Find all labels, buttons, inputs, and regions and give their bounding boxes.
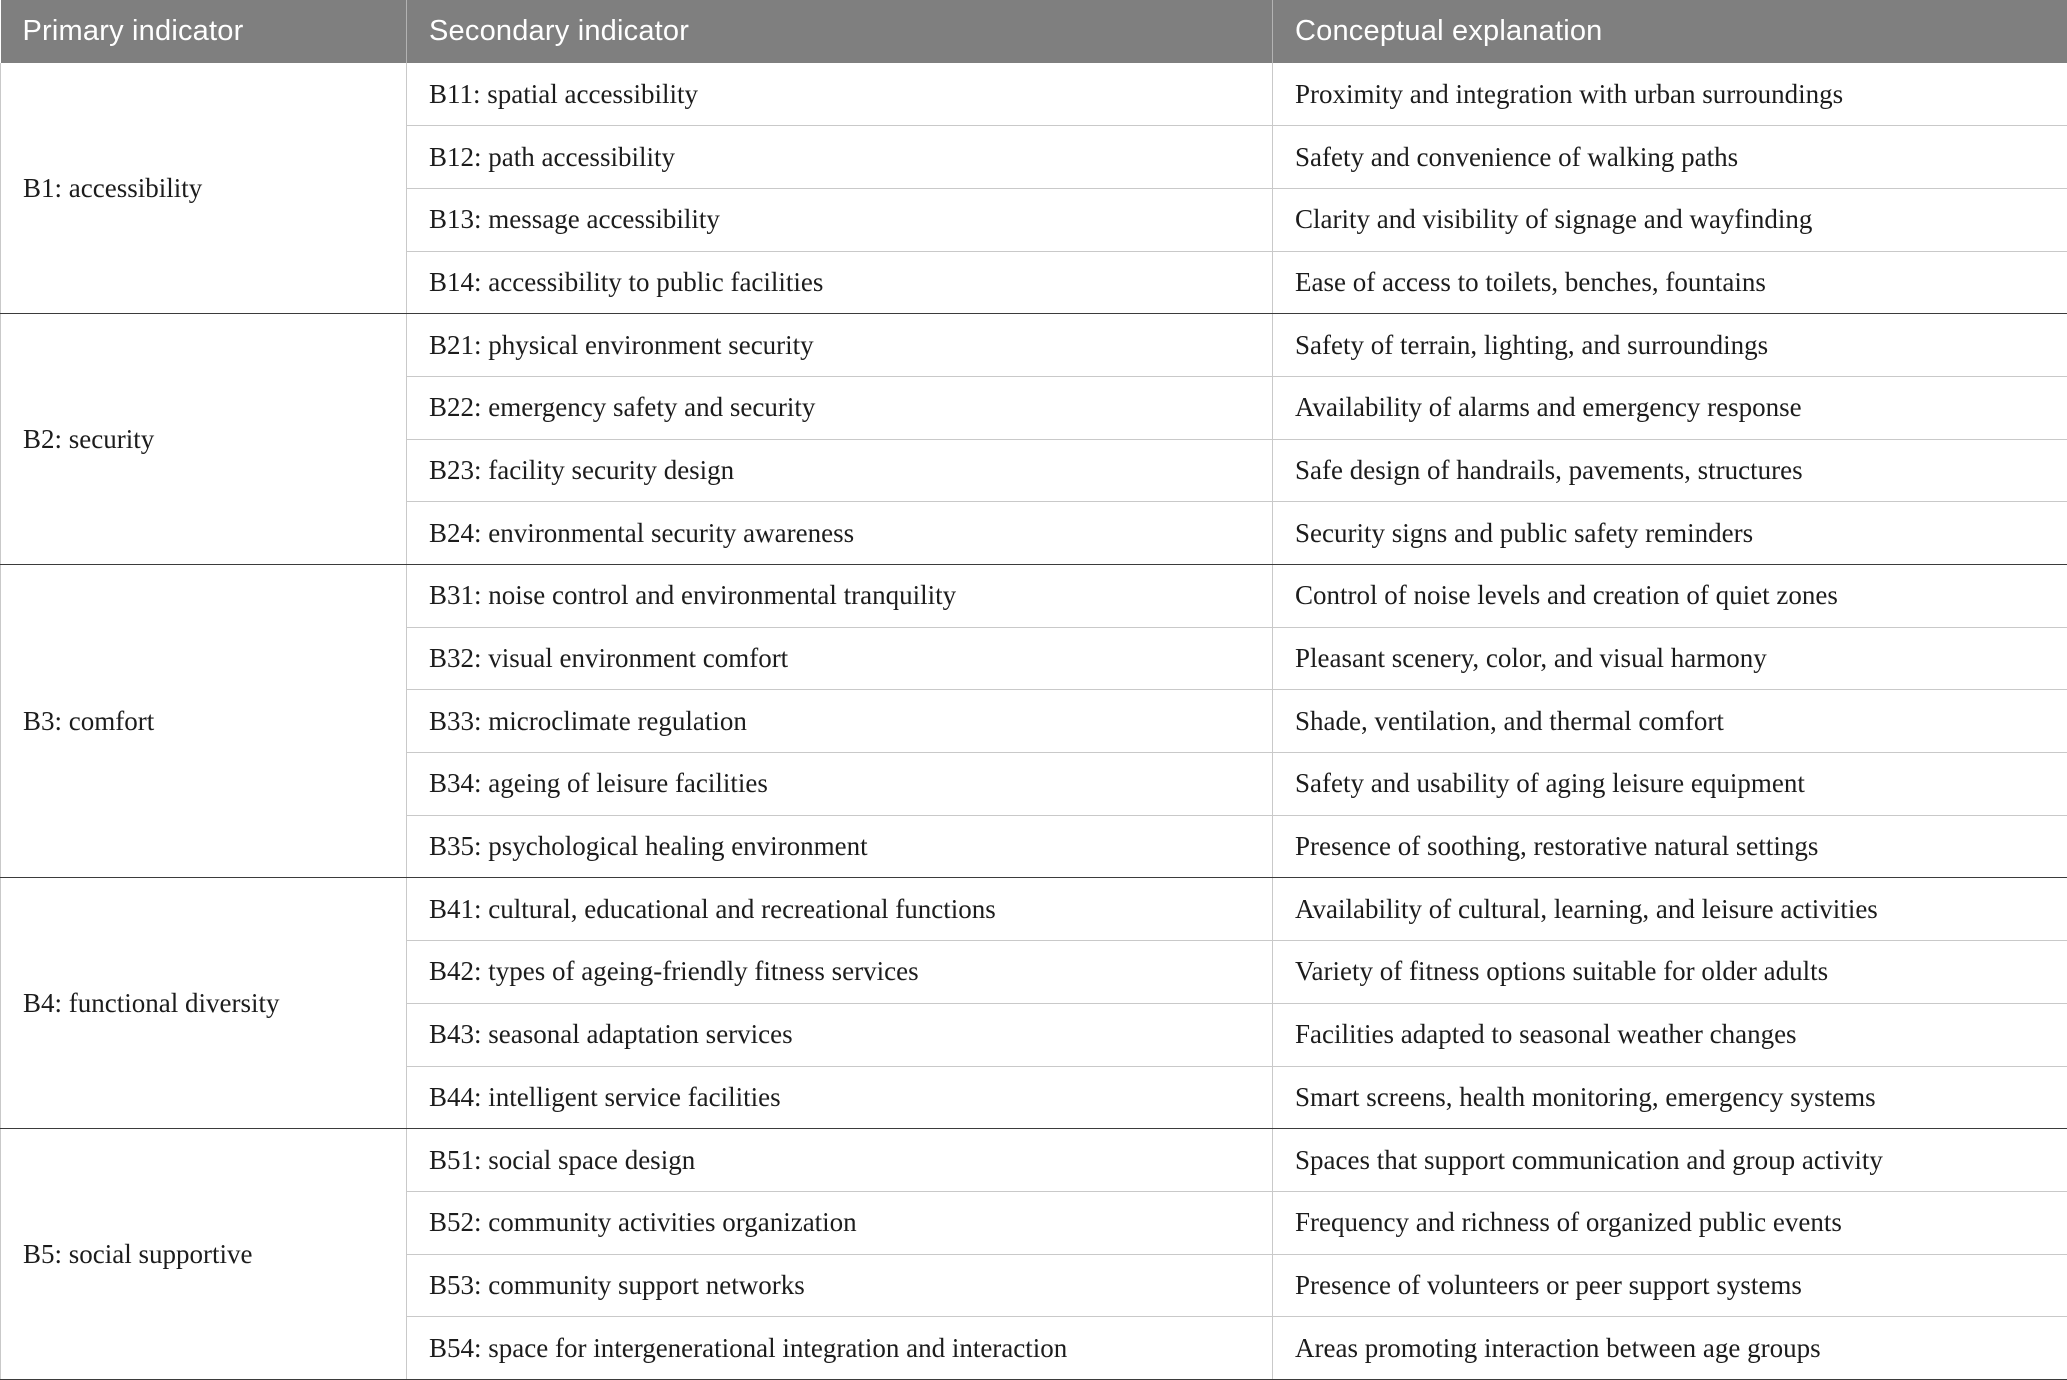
explanation-cell: Availability of cultural, learning, and leisure activities	[1273, 878, 2067, 941]
column-header-conceptual-explanation: Conceptual explanation	[1273, 0, 2067, 63]
explanation-cell: Control of noise levels and creation of quiet zones	[1273, 565, 2067, 628]
table-row	[1, 1129, 2067, 1192]
primary-indicator-cell: B3: comfort	[1, 565, 407, 878]
secondary-indicator-cell: B11: spatial accessibility	[407, 63, 1273, 126]
secondary-indicator-cell: B13: message accessibility	[407, 188, 1273, 251]
secondary-indicator-cell: B31: noise control and environmental tranquility	[407, 565, 1273, 628]
explanation-cell: Safe design of handrails, pavements, structures	[1273, 439, 2067, 502]
explanation-cell: Areas promoting interaction between age groups	[1273, 1317, 2067, 1380]
header-row	[1, 0, 2067, 63]
secondary-indicator-cell: B23: facility security design	[407, 439, 1273, 502]
secondary-indicator-cell: B33: microclimate regulation	[407, 690, 1273, 753]
secondary-indicator-cell: B42: types of ageing-friendly fitness services	[407, 941, 1273, 1004]
explanation-cell: Safety and convenience of walking paths	[1273, 126, 2067, 189]
secondary-indicator-cell: B14: accessibility to public facilities	[407, 251, 1273, 314]
primary-indicator-cell: B1: accessibility	[1, 63, 407, 314]
secondary-indicator-cell: B12: path accessibility	[407, 126, 1273, 189]
secondary-indicator-cell: B24: environmental security awareness	[407, 502, 1273, 565]
secondary-indicator-cell: B51: social space design	[407, 1129, 1273, 1192]
explanation-cell: Proximity and integration with urban surroundings	[1273, 63, 2067, 126]
explanation-cell: Variety of fitness options suitable for older adults	[1273, 941, 2067, 1004]
primary-indicator-cell: B4: functional diversity	[1, 878, 407, 1129]
table-row	[1, 63, 2067, 126]
secondary-indicator-cell: B52: community activities organization	[407, 1191, 1273, 1254]
secondary-indicator-cell: B34: ageing of leisure facilities	[407, 753, 1273, 816]
column-header-secondary-indicator: Secondary indicator	[407, 0, 1273, 63]
secondary-indicator-cell: B44: intelligent service facilities	[407, 1066, 1273, 1129]
table-body	[1, 63, 2067, 1379]
primary-indicator-cell: B2: security	[1, 314, 407, 565]
explanation-cell: Ease of access to toilets, benches, fountains	[1273, 251, 2067, 314]
explanation-cell: Spaces that support communication and group activity	[1273, 1129, 2067, 1192]
explanation-cell: Facilities adapted to seasonal weather changes	[1273, 1003, 2067, 1066]
table-row	[1, 565, 2067, 628]
primary-indicator-cell: B5: social supportive	[1, 1129, 407, 1380]
secondary-indicator-cell: B53: community support networks	[407, 1254, 1273, 1317]
explanation-cell: Security signs and public safety reminders	[1273, 502, 2067, 565]
explanation-cell: Pleasant scenery, color, and visual harmony	[1273, 627, 2067, 690]
explanation-cell: Shade, ventilation, and thermal comfort	[1273, 690, 2067, 753]
secondary-indicator-cell: B32: visual environment comfort	[407, 627, 1273, 690]
secondary-indicator-cell: B22: emergency safety and security	[407, 376, 1273, 439]
explanation-cell: Presence of volunteers or peer support systems	[1273, 1254, 2067, 1317]
explanation-cell: Presence of soothing, restorative natural settings	[1273, 815, 2067, 878]
secondary-indicator-cell: B35: psychological healing environment	[407, 815, 1273, 878]
table-row	[1, 878, 2067, 941]
secondary-indicator-cell: B41: cultural, educational and recreational functions	[407, 878, 1273, 941]
explanation-cell: Availability of alarms and emergency response	[1273, 376, 2067, 439]
explanation-cell: Clarity and visibility of signage and wayfinding	[1273, 188, 2067, 251]
table-header	[1, 0, 2067, 63]
table-row	[1, 314, 2067, 377]
secondary-indicator-cell: B43: seasonal adaptation services	[407, 1003, 1273, 1066]
explanation-cell: Safety and usability of aging leisure equipment	[1273, 753, 2067, 816]
secondary-indicator-cell: B54: space for intergenerational integration and interaction	[407, 1317, 1273, 1380]
secondary-indicator-cell: B21: physical environment security	[407, 314, 1273, 377]
explanation-cell: Frequency and richness of organized public events	[1273, 1191, 2067, 1254]
explanation-cell: Smart screens, health monitoring, emergency systems	[1273, 1066, 2067, 1129]
explanation-cell: Safety of terrain, lighting, and surroundings	[1273, 314, 2067, 377]
column-header-primary-indicator: Primary indicator	[1, 0, 407, 63]
